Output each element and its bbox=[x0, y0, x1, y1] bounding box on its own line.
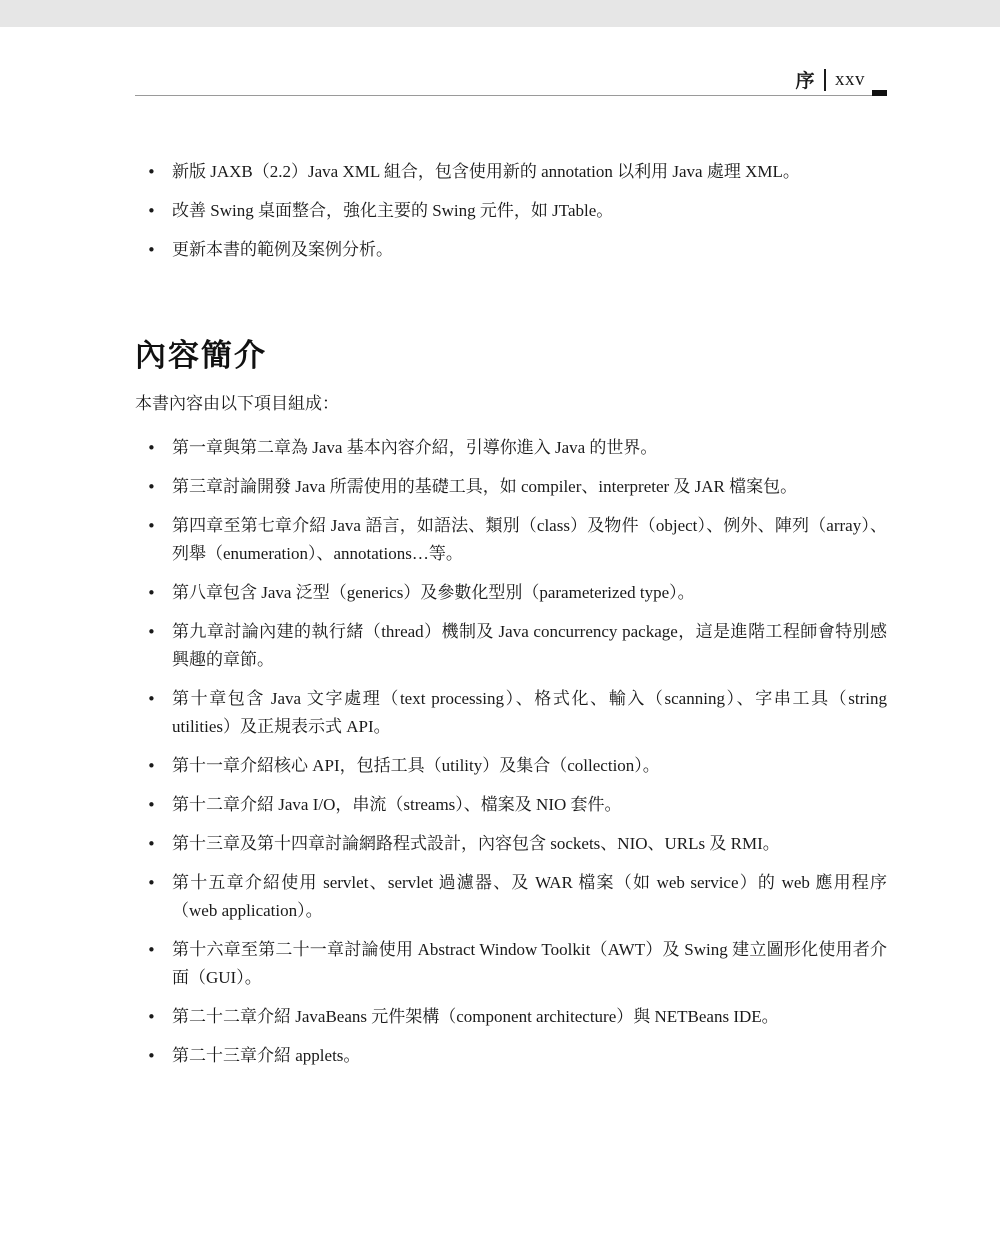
header-rule bbox=[135, 95, 887, 96]
list-item: • 第十一章介紹核心 API，包括工具（utility）及集合（collection）。 bbox=[135, 752, 887, 780]
list-item: • 改善 Swing 桌面整合，強化主要的 Swing 元件，如 JTable。 bbox=[135, 197, 887, 225]
intro-bullet-list bbox=[135, 158, 887, 275]
list-item: • 新版 JAXB（2.2）Java XML 組合，包含使用新的 annotation 以利用 Java 處理 XML。 bbox=[135, 158, 887, 186]
list-item: • 第一章與第二章為 Java 基本內容介紹，引導你進入 Java 的世界。 bbox=[135, 434, 887, 462]
list-item: • 第四章至第七章介紹 Java 語言，如語法、類別（class）及物件（object）、例外、陣列（array）、列舉（enumeration）、annotations…等。 bbox=[135, 512, 887, 568]
list-item: • 第十五章介紹使用 servlet、servlet 過濾器、及 WAR 檔案（如 web service）的 web 應用程序（web application）。 bbox=[135, 869, 887, 925]
content-bullet-list bbox=[135, 434, 887, 1081]
list-item: • 第二十二章介紹 JavaBeans 元件架構（component architecture）與 NETBeans IDE。 bbox=[135, 1003, 887, 1031]
running-header bbox=[135, 62, 887, 96]
list-item: • 第十六章至第二十一章討論使用 Abstract Window Toolkit（AWT）及 Swing 建立圖形化使用者介面（GUI）。 bbox=[135, 936, 887, 992]
list-item: • 更新本書的範例及案例分析。 bbox=[135, 236, 887, 264]
list-item: • 第十章包含 Java 文字處理（text processing）、格式化、輸入（scanning）、字串工具（string utilities）及正規表示式 API。 bbox=[135, 685, 887, 741]
section-lead-paragraph: 本書內容由以下項目組成： bbox=[135, 394, 339, 413]
list-item: • 第八章包含 Java 泛型（generics）及參數化型別（parameterized type）。 bbox=[135, 579, 887, 607]
header-separator bbox=[824, 69, 826, 91]
list-item: • 第三章討論開發 Java 所需使用的基礎工具，如 compiler、interpreter 及 JAR 檔案包。 bbox=[135, 473, 887, 501]
header-corner-block bbox=[872, 90, 887, 96]
header-section-label: 序 bbox=[795, 71, 815, 92]
header-text bbox=[795, 66, 865, 93]
top-margin-band bbox=[0, 0, 1000, 27]
list-item: • 第二十三章介紹 applets。 bbox=[135, 1042, 887, 1070]
list-item: • 第十三章及第十四章討論網路程式設計，內容包含 sockets、NIO、URLs 及 RMI。 bbox=[135, 830, 887, 858]
section-heading: 內容簡介 bbox=[135, 338, 267, 374]
list-item: • 第九章討論內建的執行緒（thread）機制及 Java concurrency package，這是進階工程師會特別感興趣的章節。 bbox=[135, 618, 887, 674]
list-item: • 第十二章介紹 Java I/O，串流（streams）、檔案及 NIO 套件。 bbox=[135, 791, 887, 819]
page-number: xxv bbox=[835, 68, 865, 90]
